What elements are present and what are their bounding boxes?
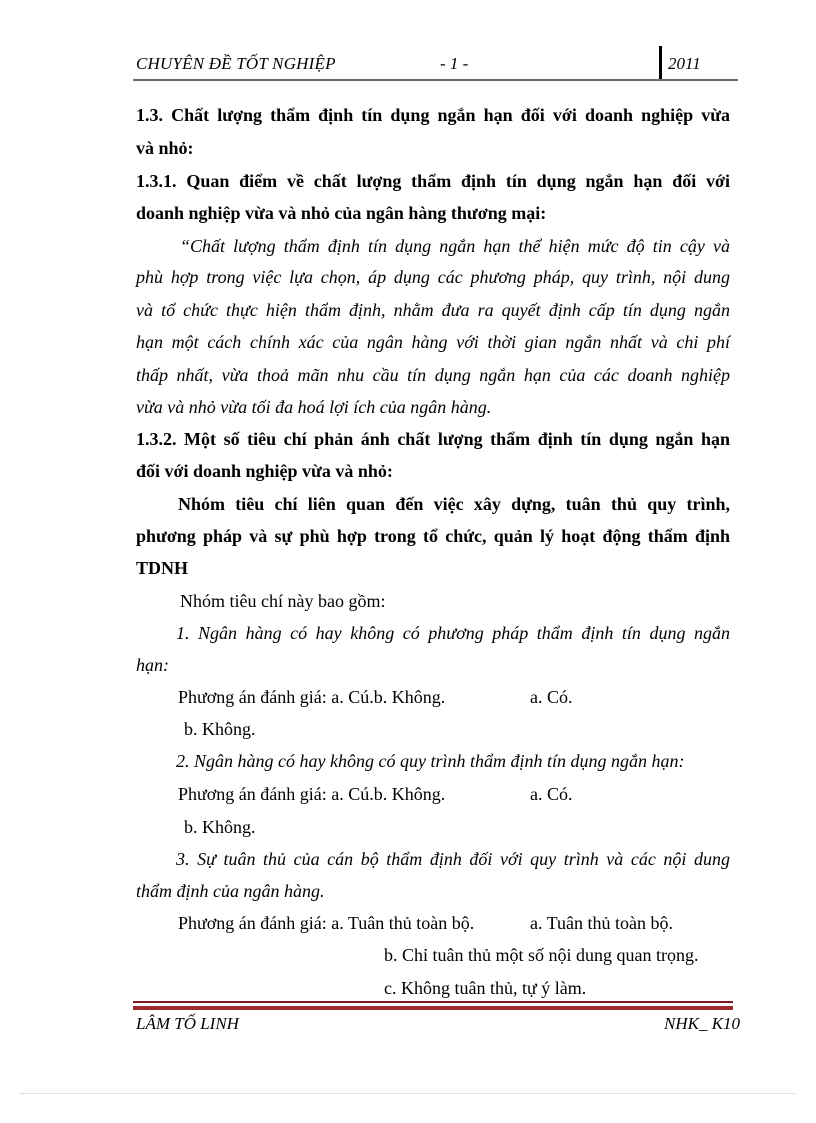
quote-line: và tổ chức thực hiện thẩm định, nhằm đưa ra quyết định cấp tín dụng ngắn [136,300,730,320]
section-1-3-heading: 1.3. Chất lượng thẩm định tín dụng ngắn hạn đối với doanh nghiệp vừa [136,105,730,125]
quote-line: vừa và nhỏ vừa tối đa hoá lợi ích của ngân hàng. [136,397,492,417]
section-1-3-heading-cont: và nhỏ: [136,138,194,158]
evaluation-option-b: b. Không. [184,817,256,837]
evaluation-option-b: b. Không. [184,719,256,739]
criteria-intro: Nhóm tiêu chí này bao gồm: [180,591,386,611]
evaluation-label: Phương án đánh giá: a. Tuân thủ toàn bộ. [178,913,475,933]
header-title: CHUYÊN ĐỀ TỐT NGHIỆP [136,54,336,73]
question-2: 2. Ngân hàng có hay không có quy trình thẩm định tín dụng ngắn hạn: [176,751,685,771]
question-1-cont: hạn: [136,655,169,675]
section-1-3-1-heading: 1.3.1. Quan điểm về chất lượng thẩm định tín dụng ngắn hạn đối với [136,171,730,191]
quote-line: thấp nhất, vừa thoả mãn nhu cầu tín dụng ngắn hạn của các doanh nghiệp [136,365,730,385]
page-bottom-dotted-line [20,1093,796,1094]
quote-line: phù hợp trong việc lựa chọn, áp dụng các phương pháp, quy trình, nội dung [136,267,730,287]
footer-author: LÂM TỐ LINH [136,1014,239,1033]
section-1-3-2-heading-cont: đối với doanh nghiệp vừa và nhỏ: [136,461,393,481]
evaluation-option-c: c. Không tuân thủ, tự ý làm. [384,978,587,998]
question-3: 3. Sự tuân thủ của cán bộ thẩm định đối với quy trình và các nội dung [176,849,730,869]
header-page-number: - 1 - [440,54,469,73]
header-rule [133,79,738,81]
quote-line: hạn một cách chính xác của ngân hàng với thời gian ngắn nhất và chi phí [136,332,730,352]
footer-rule [133,1001,733,1003]
header-divider [659,46,662,80]
evaluation-option-a: a. Có. [530,784,573,804]
evaluation-option-a: a. Tuân thủ toàn bộ. [530,913,674,933]
header-year: 2011 [668,54,701,73]
evaluation-option-b: b. Chỉ tuân thủ một số nội dung quan trọng. [384,945,699,965]
evaluation-option-a: a. Có. [530,687,573,707]
evaluation-label: Phương án đánh giá: a. Cú.b. Không. [178,687,446,707]
quote-line: “Chất lượng thẩm định tín dụng ngắn hạn thể hiện mức độ tin cậy và [180,236,730,256]
question-1: 1. Ngân hàng có hay không có phương pháp thẩm định tín dụng ngắn [176,623,730,643]
section-1-3-2-heading: 1.3.2. Một số tiêu chí phản ánh chất lượng thẩm định tín dụng ngắn hạn [136,429,730,449]
footer-class-code: NHK_ K10 [664,1014,741,1033]
evaluation-label: Phương án đánh giá: a. Cú.b. Không. [178,784,446,804]
footer-rule-thick [133,1006,733,1010]
criteria-group-line: TDNH [136,558,189,578]
criteria-group-line: Nhóm tiêu chí liên quan đến việc xây dựng, tuân thủ quy trình, [178,494,730,514]
question-3-cont: thẩm định của ngân hàng. [136,881,325,901]
section-1-3-1-heading-cont: doanh nghiệp vừa và nhỏ của ngân hàng thương mại: [136,203,547,223]
criteria-group-line: phương pháp và sự phù hợp trong tổ chức, quản lý hoạt động thẩm định [136,526,730,546]
